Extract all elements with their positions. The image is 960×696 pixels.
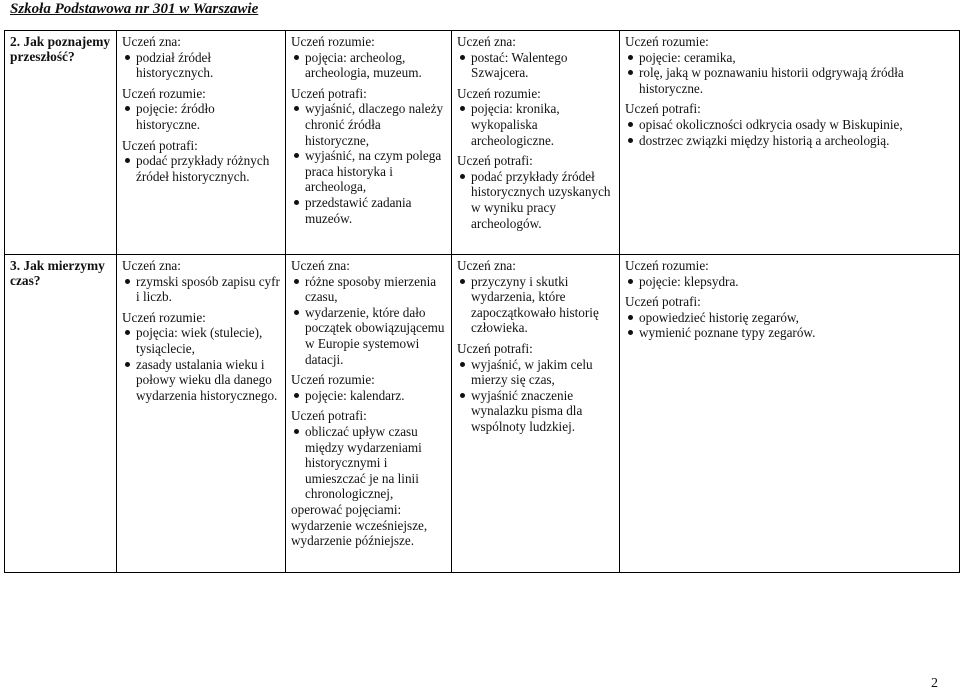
requirement-block bbox=[122, 86, 281, 133]
requirements-cell bbox=[286, 31, 452, 255]
requirement-item: pojęcia: kronika, wykopaliska archeologiczne. bbox=[457, 101, 615, 148]
requirement-item: pojęcia: wiek (stulecie), tysiąclecie, bbox=[122, 325, 281, 356]
requirement-item: podać przykłady źródeł historycznych uzyskanych w wyniku pracy archeologów. bbox=[457, 169, 615, 231]
requirement-item: wymienić poznane typy zegarów. bbox=[625, 325, 955, 341]
requirements-cell bbox=[620, 255, 960, 573]
requirement-item: wyjaśnić, dlaczego należy chronić źródła historyczne, bbox=[291, 101, 447, 148]
requirements-cell bbox=[117, 31, 286, 255]
block-title: Uczeń rozumie: bbox=[625, 34, 709, 49]
block-title: Uczeń potrafi: bbox=[625, 294, 701, 310]
requirement-item: zasady ustalania wieku i połowy wieku dla danego wydarzenia historycznego. bbox=[122, 357, 281, 404]
block-title: Uczeń rozumie: bbox=[291, 34, 375, 49]
requirement-block bbox=[457, 34, 615, 81]
requirement-item: pojęcia: archeolog, archeologia, muzeum. bbox=[291, 50, 447, 81]
requirements-cell bbox=[452, 31, 620, 255]
requirement-list bbox=[625, 50, 955, 97]
block-title: Uczeń zna: bbox=[122, 258, 181, 273]
requirement-block bbox=[122, 258, 281, 305]
block-title: Uczeń potrafi: bbox=[291, 408, 367, 424]
requirement-list bbox=[457, 101, 615, 148]
page-number: 2 bbox=[931, 676, 938, 692]
requirement-item: rolę, jaką w poznawaniu historii odgrywają źródła historyczne. bbox=[625, 65, 955, 96]
block-title: Uczeń potrafi: bbox=[122, 137, 198, 153]
block-title: Uczeń rozumie: bbox=[291, 372, 375, 388]
requirement-item: pojęcie: źródło historyczne. bbox=[122, 101, 281, 132]
requirement-item: wydarzenie, które dało początek obowiązującemu w Europie systemowi datacji. bbox=[291, 305, 447, 367]
table-row bbox=[5, 255, 960, 573]
block-title: Uczeń rozumie: bbox=[457, 85, 541, 101]
requirement-block bbox=[122, 34, 281, 81]
requirement-item: wyjaśnić, na czym polega praca historyka i archeologa, bbox=[291, 148, 447, 195]
requirement-block bbox=[625, 294, 955, 341]
requirement-block bbox=[122, 310, 281, 404]
block-title: Uczeń potrafi: bbox=[457, 340, 533, 356]
requirement-item: wyjaśnić znaczenie wynalazku pisma dla wspólnoty ludzkiej. bbox=[457, 388, 615, 435]
requirements-cell bbox=[117, 255, 286, 573]
requirement-item: przyczyny i skutki wydarzenia, które zapoczątkowało historię człowieka. bbox=[457, 274, 615, 336]
requirements-cell bbox=[286, 255, 452, 573]
requirement-item: postać: Walentego Szwajcera. bbox=[457, 50, 615, 81]
requirement-block bbox=[291, 372, 447, 403]
requirement-item: podział źródeł historycznych. bbox=[122, 50, 281, 81]
requirement-list bbox=[122, 50, 281, 81]
requirement-list bbox=[291, 274, 447, 368]
requirement-block bbox=[625, 258, 955, 289]
requirement-list bbox=[122, 274, 281, 305]
block-title: Uczeń zna: bbox=[457, 258, 516, 273]
block-title: Uczeń rozumie: bbox=[625, 258, 709, 273]
requirement-list bbox=[122, 101, 281, 132]
requirement-item: obliczać upływ czasu między wydarzeniami historycznymi i umieszczać je na linii chronologicznej, bbox=[291, 424, 447, 502]
block-title: Uczeń rozumie: bbox=[122, 309, 206, 325]
requirement-block bbox=[457, 86, 615, 148]
requirement-list bbox=[625, 310, 955, 341]
requirement-item: przedstawić zadania muzeów. bbox=[291, 195, 447, 226]
block-title: Uczeń potrafi: bbox=[457, 153, 533, 169]
block-title: Uczeń potrafi: bbox=[625, 101, 701, 117]
block-title: Uczeń zna: bbox=[291, 258, 350, 273]
requirement-block bbox=[457, 153, 615, 231]
requirement-block bbox=[457, 341, 615, 435]
requirement-list bbox=[457, 50, 615, 81]
requirement-list bbox=[122, 325, 281, 403]
requirement-list bbox=[457, 357, 615, 435]
requirement-list bbox=[625, 117, 955, 148]
requirement-list bbox=[291, 50, 447, 81]
requirement-item: pojęcie: kalendarz. bbox=[291, 388, 447, 404]
page-header: Szkoła Podstawowa nr 301 w Warszawie bbox=[10, 1, 259, 17]
requirements-cell bbox=[620, 31, 960, 255]
requirement-block bbox=[625, 101, 955, 148]
lesson-topic: 2. Jak poznajemy przeszłość? bbox=[5, 31, 117, 255]
requirement-block bbox=[457, 258, 615, 336]
requirement-list bbox=[291, 424, 447, 549]
lesson-topic: 3. Jak mierzymy czas? bbox=[5, 255, 117, 573]
requirement-item: pojęcie: ceramika, bbox=[625, 50, 955, 66]
requirement-block bbox=[291, 408, 447, 548]
block-title: Uczeń potrafi: bbox=[291, 85, 367, 101]
requirement-list bbox=[291, 101, 447, 226]
block-title: Uczeń rozumie: bbox=[122, 85, 206, 101]
table-row bbox=[5, 31, 960, 255]
requirement-item: pojęcie: klepsydra. bbox=[625, 274, 955, 290]
requirement-block bbox=[291, 34, 447, 81]
requirement-block bbox=[291, 86, 447, 226]
requirement-item: opowiedzieć historię zegarów, bbox=[625, 310, 955, 326]
requirement-block bbox=[291, 258, 447, 367]
requirement-item: podać przykłady różnych źródeł historycznych. bbox=[122, 153, 281, 184]
block-title: Uczeń zna: bbox=[122, 34, 181, 49]
requirement-item: rzymski sposób zapisu cyfr i liczb. bbox=[122, 274, 281, 305]
requirement-list bbox=[457, 274, 615, 336]
requirement-item: wyjaśnić, w jakim celu mierzy się czas, bbox=[457, 357, 615, 388]
requirement-item: opisać okoliczności odkrycia osady w Biskupinie, bbox=[625, 117, 955, 133]
requirement-block bbox=[122, 138, 281, 185]
requirements-cell bbox=[452, 255, 620, 573]
curriculum-table bbox=[4, 30, 960, 573]
requirement-list bbox=[291, 388, 447, 404]
requirement-list bbox=[625, 274, 955, 290]
requirement-block bbox=[625, 34, 955, 96]
requirement-list bbox=[457, 169, 615, 231]
requirement-item: operować pojęciami: wydarzenie wcześniejsze, wydarzenie późniejsze. bbox=[291, 501, 428, 549]
block-title: Uczeń zna: bbox=[457, 34, 516, 49]
requirement-item: dostrzec związki między historią a archeologią. bbox=[625, 133, 955, 149]
requirement-item: różne sposoby mierzenia czasu, bbox=[291, 274, 447, 305]
requirement-list bbox=[122, 153, 281, 184]
